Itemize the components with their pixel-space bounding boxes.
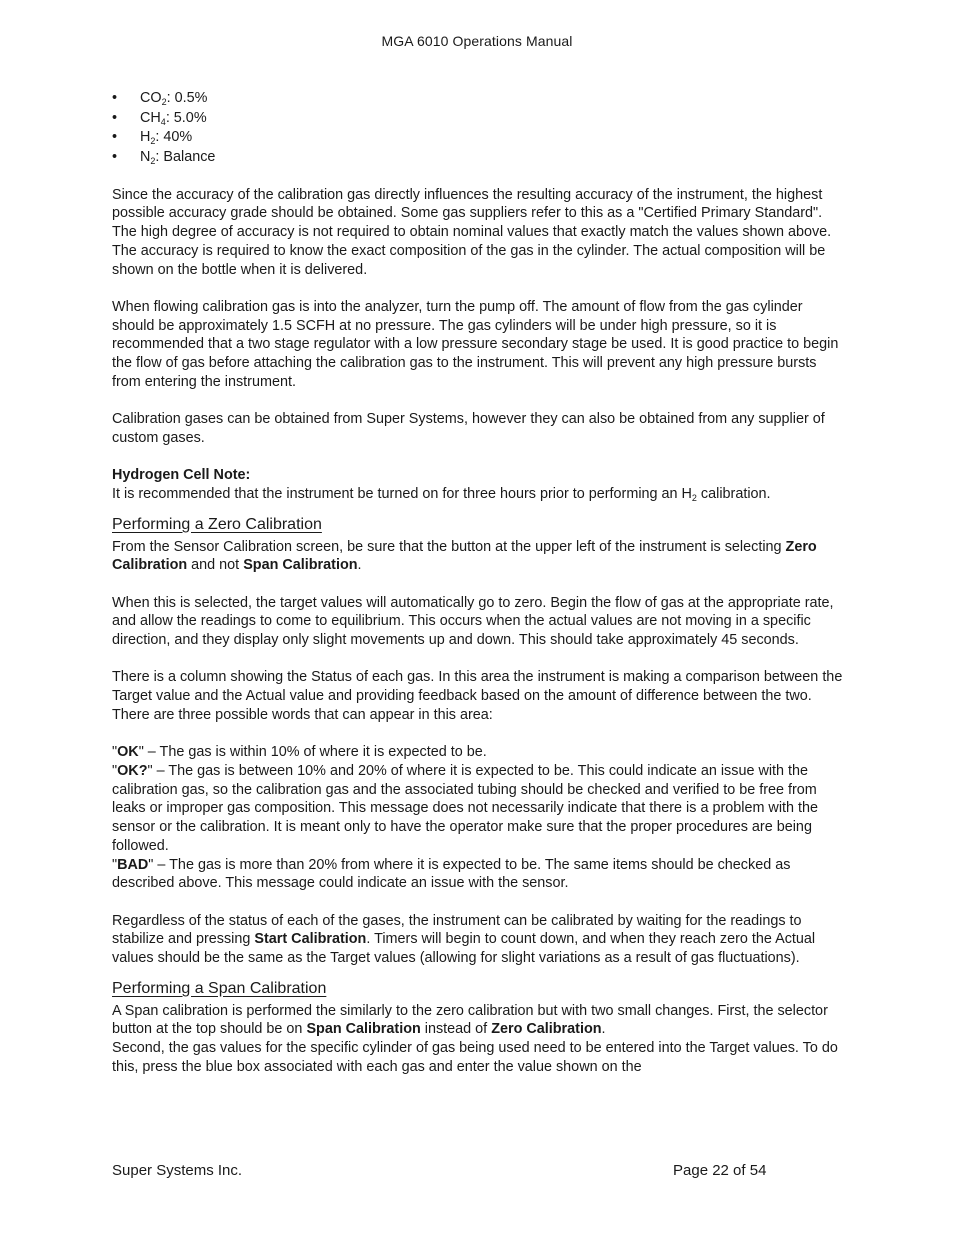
status-word-ok: OK <box>117 744 139 761</box>
gas-name: H <box>140 129 151 145</box>
gas-name: CH <box>140 109 161 126</box>
gas-name: N <box>140 148 151 165</box>
page-content <box>112 89 844 1077</box>
status-word-okq: OK? <box>117 762 148 779</box>
span-calibration-ref: Span Calibration <box>306 1021 421 1038</box>
zero-calibration-ref: Zero Calibration <box>112 538 817 574</box>
span-paragraph-2: Second, the gas values for the specific cylinder of gas being used need to be entered into the Target values. To do this, press the blue box associated with each gas and enter the value shown on the <box>112 1040 838 1075</box>
span-paragraph-1: A Span calibration is performed the similarly to the zero calibration but with two small changes. First, the selector button at the top should be on Span Calibration instead of Zero Calibration. <box>112 1002 828 1038</box>
bullet-icon: • <box>112 129 118 145</box>
paragraph-accuracy: Since the accuracy of the calibration gas directly influences the resulting accuracy of the instrument, the highest possible accuracy grade should be obtained. Some gas suppliers refer to this as a "Certified Primary Standard". The high degree of accuracy is not required to obtain nominal values that exactly match the values shown above. The accuracy is required to know the exact composition of the gas in the cylinder. The actual composition will be shown on the bottle when it is delivered. <box>112 186 832 278</box>
footer-company: Super Systems Inc. <box>112 1162 243 1179</box>
gas-subscript: 2 <box>161 97 167 107</box>
gas-value: : 5.0% <box>165 109 207 126</box>
zero-paragraph-3: There is a column showing the Status of each gas. In this area the instrument is making a comparison between the Target value and the Actual value and providing feedback based on the amount of difference between the two. There are three possible words that can appear in this area: <box>112 669 843 723</box>
zero-calibration-ref: Zero Calibration <box>491 1021 602 1038</box>
page-header: MGA 6010 Operations Manual <box>381 33 573 49</box>
hydrogen-note-title: Hydrogen Cell Note: <box>112 467 251 484</box>
start-calibration-ref: Start Calibration <box>254 931 367 948</box>
status-bad: "BAD" – The gas is more than 20% from where it is expected to be. The same items should be checked as described above. This message could indicate an issue with the sensor. <box>112 856 791 892</box>
gas-value: : 0.5% <box>166 90 208 106</box>
zero-paragraph-4: Regardless of the status of each of the gases, the instrument can be calibrated by waiting for the readings to stabilize and pressing Start Calibration. Timers will begin to count down, and when they reach zero the Actual values should be the same as the Target values (allowing for slight variations as a result of gas fluctuations). <box>112 912 816 966</box>
list-item <box>112 89 844 109</box>
gas-subscript: 4 <box>160 116 166 127</box>
footer-page-number: Page 22 of 54 <box>673 1162 767 1179</box>
paragraph-flow: When flowing calibration gas is into the analyzer, turn the pump off. The amount of flow from the gas cylinder should be approximately 1.5 SCFH at no pressure. The gas cylinders will be under high pressure, so it is recommended that a two stage regulator with a low pressure secondary stage be used. It is good practice to begin the flow of gas before attaching the calibration gas to the instrument. This will prevent any high pressure bursts from entering the instrument. <box>112 298 839 390</box>
bullet-icon: • <box>112 109 118 126</box>
gas-name: CO <box>140 90 162 106</box>
status-word-bad: BAD <box>117 856 149 873</box>
zero-paragraph-2: When this is selected, the target values will automatically go to zero. Begin the flow of gas at the appropriate rate, and allow the readings to come to equilibrium. This occurs when the actual values are not moving in a specific direction, and they display only slight movements up and down. This should take approximately 45 seconds. <box>112 594 834 649</box>
gas-value: : Balance <box>155 148 216 165</box>
gas-subscript: 2 <box>150 155 156 166</box>
span-calibration-ref: Span Calibration <box>243 557 358 574</box>
section-title-span: Performing a Span Calibration <box>112 979 327 997</box>
list-item <box>112 148 844 168</box>
gas-composition-list <box>112 89 844 167</box>
bullet-icon: • <box>112 148 118 165</box>
status-ok-question: "OK?" – The gas is between 10% and 20% of where it is expected to be. This could indicate an issue with the calibration gas, so the calibration gas and the associated tubing should be checked and verified to be free from leaks or improper gas composition. This message does not necessarily indicate that there is a problem with the sensor or the calibration. It is meant only to have the operator make sure that the proper procedures are being followed. <box>112 762 819 854</box>
bullet-icon: • <box>112 90 118 106</box>
hydrogen-note-text: It is recommended that the instrument be turned on for three hours prior to performing an $H_2$ calibration. <box>112 485 771 503</box>
paragraph-suppliers: Calibration gases can be obtained from Super Systems, however they can also be obtained from any supplier of custom gases. <box>112 411 825 446</box>
gas-subscript: 2 <box>150 136 156 146</box>
section-title-zero: Performing a Zero Calibration <box>112 515 322 533</box>
list-item <box>112 109 844 129</box>
gas-value: : 40% <box>155 129 193 145</box>
zero-paragraph-1: From the Sensor Calibration screen, be sure that the button at the upper left of the instrument is selecting Zero Calibration and not Span Calibration. <box>112 538 817 574</box>
status-ok: "OK" – The gas is within 10% of where it is expected to be. <box>112 744 487 761</box>
list-item <box>112 128 844 148</box>
